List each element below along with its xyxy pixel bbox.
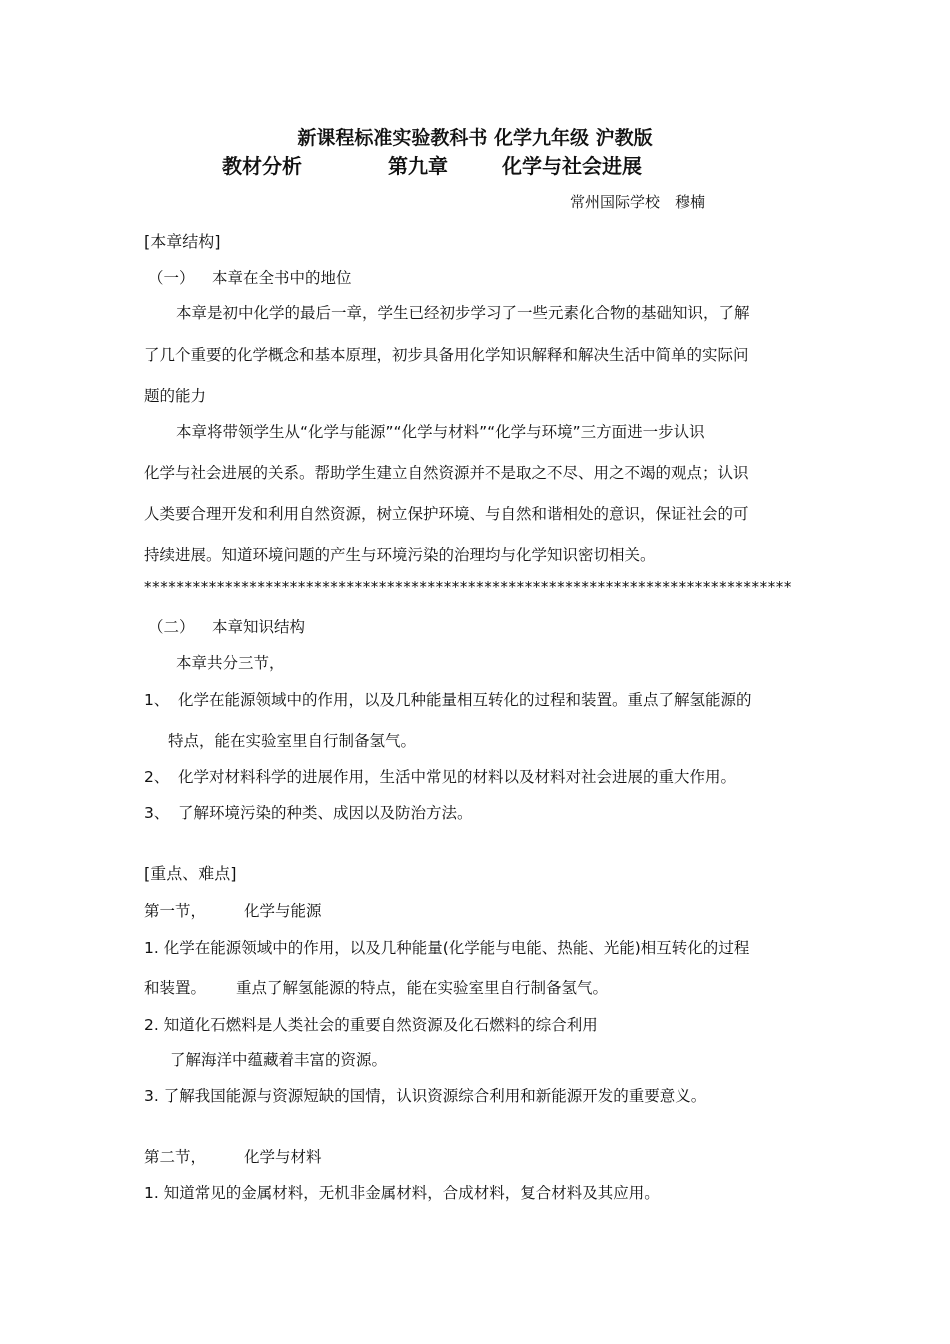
paragraph-line: 持续进展。知道环境问题的产生与环境污染的治理均与化学知识密切相关。 [144, 546, 656, 564]
list-number: 2、 [144, 768, 170, 786]
section-heading-key-points: [重点、难点] [144, 864, 237, 883]
document-title: 新课程标准实验教科书 化学九年级 沪教版 [297, 127, 653, 149]
list-item: 化学对材料科学的进展作用，生活中常见的材料以及材料对社会进展的重大作用。 [178, 768, 737, 786]
paragraph-line: 人类要合理开发和利用自然资源，树立保护环境、与自然和谐相处的意识，保证社会的可 [144, 505, 749, 523]
list-item: 2. 知道化石燃料是人类社会的重要自然资源及化石燃料的综合利用 [144, 1016, 598, 1034]
subsection-number: （一） [148, 269, 195, 287]
paragraph-line: 了几个重要的化学概念和基本原理，初步具备用化学知识解释和解决生活中简单的实际问 [144, 346, 749, 364]
author-line: 常州国际学校 穆楠 [570, 193, 706, 211]
list-number: 1、 [144, 691, 170, 709]
list-item: 1. 化学在能源领域中的作用，以及几种能量(化学能与电能、热能、光能)相互转化的过程 [144, 939, 750, 957]
section-label: 第二节， [144, 1148, 207, 1166]
section-title: 化学与材料 [244, 1148, 322, 1166]
subsection-number: （二） [148, 618, 195, 636]
paragraph-line: 化学与社会进展的关系。帮助学生建立自然资源并不是取之不尽、用之不竭的观点；认识 [144, 464, 749, 482]
section-heading-structure: [本章结构] [144, 232, 221, 251]
paragraph-line: 本章是初中化学的最后一章，学生已经初步学习了一些元素化合物的基础知识，了解 [176, 304, 750, 322]
asterisk-divider: ******************************************************************************** [144, 578, 792, 596]
list-item-continued: 和装置。 [144, 979, 207, 997]
subsection-title: 本章在全书中的地位 [212, 269, 352, 287]
subtitle-chapter: 第九章 [388, 154, 448, 178]
paragraph-line: 题的能力 [144, 387, 207, 405]
list-number: 3、 [144, 804, 170, 822]
section-label: 第一节， [144, 902, 207, 920]
list-item: 3. 了解我国能源与资源短缺的国情，认识资源综合利用和新能源开发的重要意义。 [144, 1087, 707, 1105]
list-item: 1. 知道常见的金属材料，无机非金属材料，合成材料，复合材料及其应用。 [144, 1184, 660, 1202]
subtitle-analysis: 教材分析 [222, 154, 302, 178]
subsection-title: 本章知识结构 [212, 618, 306, 636]
list-item-continued: 重点了解氢能源的特点，能在实验室里自行制备氢气。 [236, 979, 609, 997]
section-title: 化学与能源 [244, 902, 322, 920]
list-item-continued: 了解海洋中蕴藏着丰富的资源。 [170, 1051, 388, 1069]
list-item: 了解环境污染的种类、成因以及防治方法。 [178, 804, 473, 822]
subtitle-chapter-name: 化学与社会进展 [502, 154, 642, 178]
paragraph-line: 本章将带领学生从“化学与能源”“化学与材料”“化学与环境”三方面进一步认识 [176, 423, 705, 441]
list-item-continued: 特点，能在实验室里自行制备氢气。 [168, 732, 417, 750]
paragraph-line: 本章共分三节， [176, 654, 285, 672]
list-item: 化学在能源领域中的作用，以及几种能量相互转化的过程和装置。重点了解氢能源的 [178, 691, 752, 709]
